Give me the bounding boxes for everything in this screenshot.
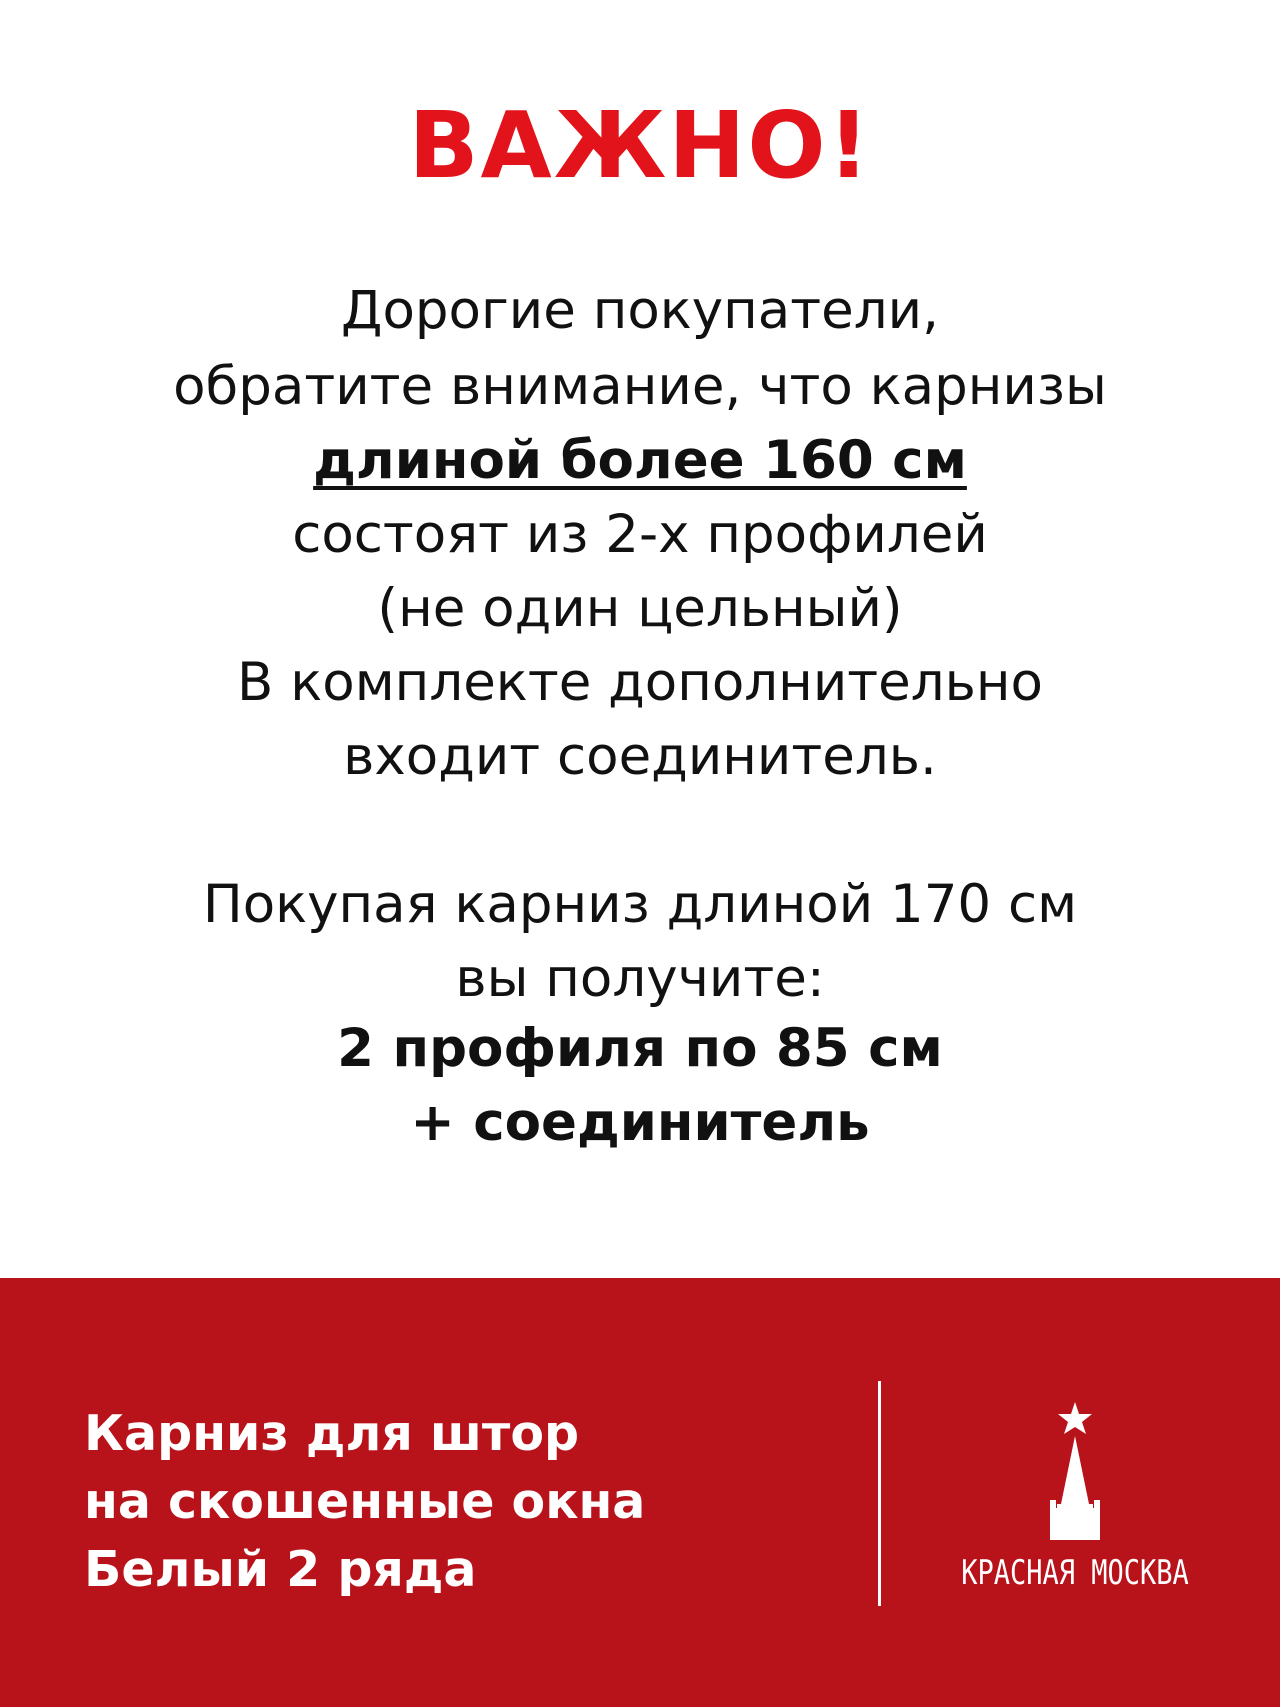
notice-line: обратите внимание, что карнизы [173,356,1107,417]
notice-line: В комплекте дополнительно [237,652,1043,713]
notice-line: (не один цельный) [377,578,903,639]
notice-line: вы получите: [455,948,825,1009]
notice-result-profiles: 2 профиля по 85 см [337,1018,943,1079]
product-title-line: Карниз для штор [84,1405,580,1462]
product-title-line: Белый 2 ряда [84,1541,477,1598]
notice-line-wrapper [0,430,1280,491]
kremlin-tower-icon [1040,1400,1110,1540]
notice-line: входит соединитель. [343,726,937,787]
product-title-line: на скошенные окна [84,1473,646,1530]
notice-line: состоят из 2-х профилей [292,504,988,565]
notice-result-connector: + соединитель [410,1092,870,1153]
notice-line: Покупая карниз длиной 170 см [202,874,1078,935]
brand-name: КРАСНАЯ МОСКВА [961,1554,1189,1593]
notice-heading: ВАЖНО! [408,92,872,199]
notice-line: Дорогие покупатели, [341,280,939,341]
notice-highlight-length: длиной более 160 см [313,430,967,491]
product-title [84,1400,645,1604]
footer-banner [0,1278,1280,1707]
brand-logo [955,1400,1195,1593]
footer-divider [878,1381,881,1606]
